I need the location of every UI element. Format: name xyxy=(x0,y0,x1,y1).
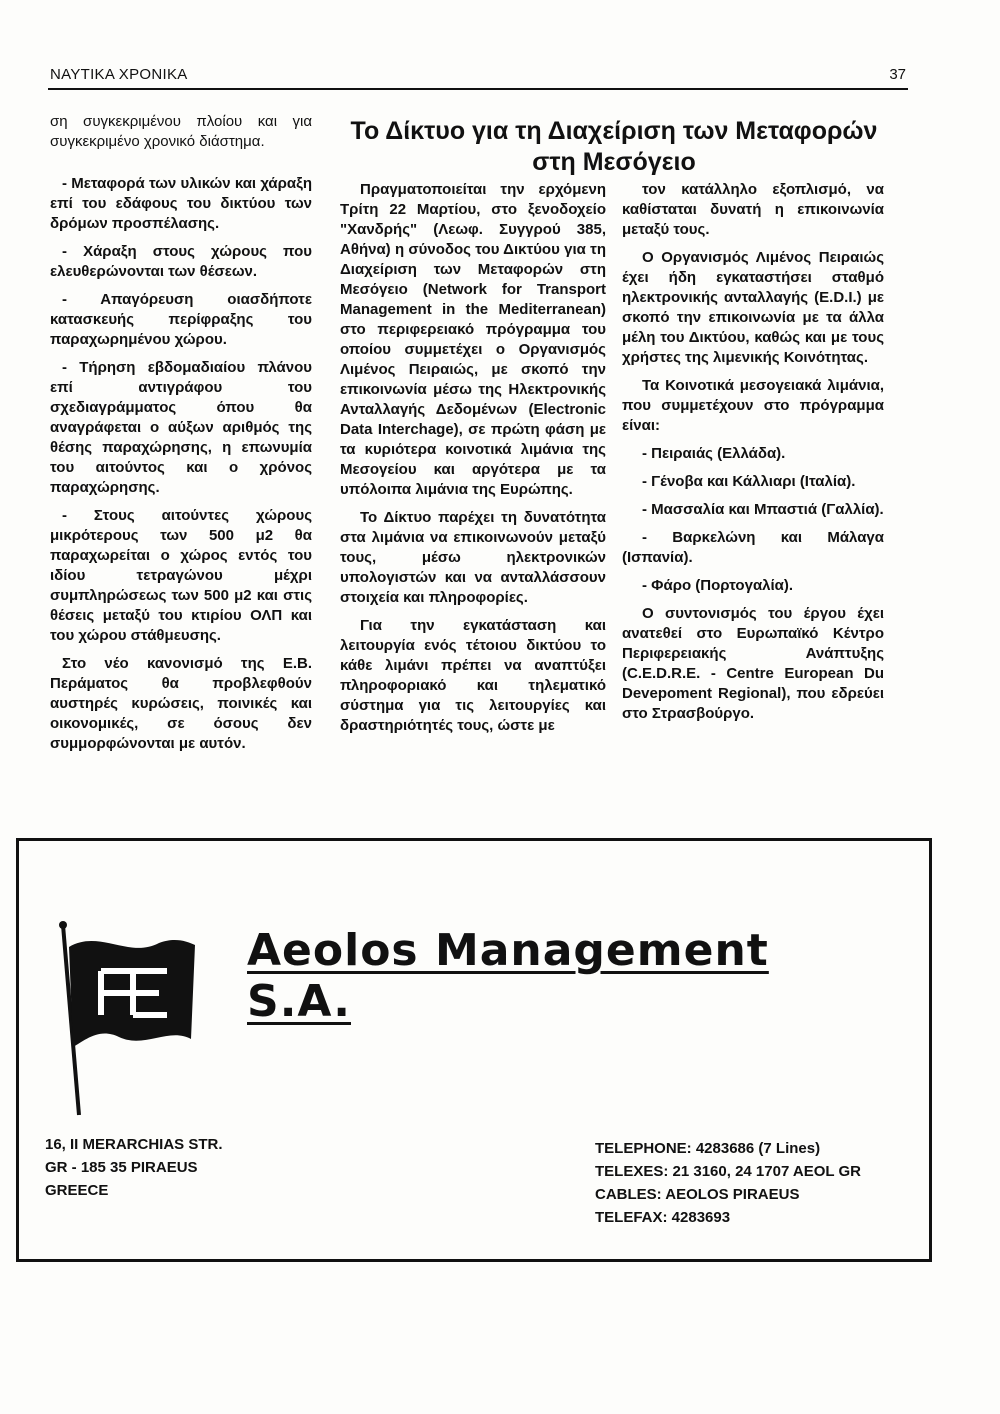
paragraph: τον κατάλληλο εξοπλισμό, να καθίσταται δυνατή η επικοινωνία μεταξύ τους. xyxy=(622,181,884,238)
address-line: GREECE xyxy=(45,1182,109,1199)
contact-line: TELEFAX: 4283693 xyxy=(595,1209,731,1226)
paragraph: Τα Κοινοτικά μεσογειακά λιμάνια, που συμμετέχουν στο πρόγραμμα είναι: xyxy=(622,377,884,434)
paragraph: - Τήρηση εβδομαδιαίου πλάνου επί αντιγράφου του σχεδιαγράμματος όπου θα αναγράφεται ο αύξων αριθμός της θέσης παραχώρησης, η επωνυμία του αιτούντος και ο χρόνος παραχώρησης. xyxy=(50,359,312,496)
column-1 xyxy=(50,112,312,762)
column-2 xyxy=(340,180,606,744)
paragraph: - Απαγόρευση οιασδήποτε κατασκευής περίφραξης του παραχωρημένου χώρου. xyxy=(50,291,312,348)
address-line: 16, II MERARCHIAS STR. xyxy=(45,1136,223,1153)
list-item: - Πειραιάς (Ελλάδα). xyxy=(642,445,786,462)
address-line: GR - 185 35 PIRAEUS xyxy=(45,1159,198,1176)
paragraph: - Χάραξη στους χώρους που ελευθερώνονται των θέσεων. xyxy=(50,243,312,280)
list-item: - Βαρκελώνη και Μάλαγα (Ισπανία). xyxy=(622,529,884,566)
company-address xyxy=(45,1133,223,1202)
contact-line: TELEXES: 21 3160, 24 1707 AEOL GR xyxy=(595,1163,861,1180)
article-headline: Το Δίκτυο για τη Διαχείριση των Μεταφορών στη Μεσόγειο xyxy=(350,117,878,176)
flag-logo-icon xyxy=(49,919,199,1119)
paragraph: Για την εγκατάσταση και λειτουργία ενός τέτοιου δικτύου το κάθε λιμάνι πρέπει να αναπτύξει πληροφοριακό και τηλεματικό σύστημα για τις λειτουργίες και δραστηριότητές τους, ώστε με xyxy=(340,617,606,734)
paragraph: Στο νέο κανονισμό της Ε.Β. Περάματος θα προβλεφθούν αυστηρές κυρώσεις, ποινικές και οικονομικές, σε όσους δεν συμμορφώνονται με αυτόν. xyxy=(50,655,312,752)
contact-line: CABLES: AEOLOS PIRAEUS xyxy=(595,1186,800,1203)
column-3 xyxy=(622,180,884,732)
company-contact xyxy=(595,1137,861,1229)
paragraph: Ο Οργανισμός Λιμένος Πειραιώς έχει ήδη εγκαταστήσει σταθμό ηλεκτρονικής ανταλλαγής (E.D.I.) με σκοπό την επικοινωνία με τα άλλα μέλη του Δικτύου, καθώς και με τους χρήστες της λιμενικής Κοινότητας. xyxy=(622,249,884,366)
contact-line: TELEPHONE: 4283686 (7 Lines) xyxy=(595,1140,821,1157)
paragraph: - Στους αιτούντες χώρους μικρότερους των 500 μ2 θα παραχωρείται ο χώρος εντός του ιδίου τετραγώνου μέχρι συμπληρώσεως των 500 μ2 και στις θέσεις μεταξύ του κτιρίου ΟΛΠ και του χώρου στάθμευσης. xyxy=(50,507,312,644)
paragraph: Ο συντονισμός του έργου έχει ανατεθεί στο Ευρωπαϊκό Κέντρο Περιφερειακής Ανάπτυξης (C.E.D.R.E. - Centre European Du Devepoment Regional), που εδρεύει στο Στρασβούργο. xyxy=(622,605,884,722)
page-header xyxy=(48,66,908,90)
page-number: 37 xyxy=(889,66,906,83)
list-item: - Φάρο (Πορτογαλία). xyxy=(642,577,794,594)
paragraph: Το Δίκτυο παρέχει τη δυνατότητα στα λιμάνια να επικοινωνούν μεταξύ τους, μέσω ηλεκτρονικών υπολογιστών και να ανταλλάσσουν στοιχεία και πληροφορίες. xyxy=(340,509,606,606)
column-1-intro: ση συγκεκριμένου πλοίου και για συγκεκριμένο χρονικό διάστημα. xyxy=(50,113,312,150)
magazine-title: ΝΑΥΤΙΚΑ ΧΡΟΝΙΚΑ xyxy=(50,66,188,83)
company-name: Aeolos Management S.A. xyxy=(247,925,769,1027)
paragraph: Πραγματοποιείται την ερχόμενη Τρίτη 22 Μαρτίου, στο ξενοδοχείο "Χανδρής" (Λεωφ. Συγγρού 385, Αθήνα) η σύνοδος του Δικτύου για τη Διαχείριση των Μεταφορών στη Μεσόγειο (Network for Transport Management in the Mediterranean) στο περιφερειακό πρόγραμμα του οποίου συμμετέχει ο Οργανισμός Λιμένος Πειραιώς, με σκοπό την επικοινωνία μέσω της Ηλεκτρονικής Ανταλλαγής Δεδομένων (Electronic Data Interchage), σε πρώτη φάση με τα κυριότερα κοινοτικά λιμάνια της Μεσογείου και αργότερα με τα υπόλοιπα λιμάνια της Ευρώπης. xyxy=(340,181,606,498)
list-item: - Μασσαλία και Μπαστιά (Γαλλία). xyxy=(642,501,884,518)
advertisement-box xyxy=(16,838,932,1262)
list-item: - Γένοβα και Κάλλιαρι (Ιταλία). xyxy=(642,473,856,490)
paragraph: - Μεταφορά των υλικών και χάραξη επί του εδάφους του δικτύου των δρόμων προσπέλασης. xyxy=(50,175,312,232)
